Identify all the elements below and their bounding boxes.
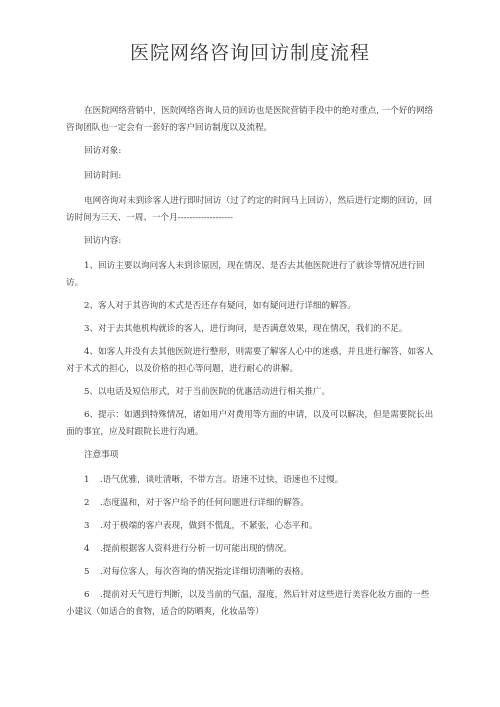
content-item: 2、客人对于其咨询的术式是否还存有疑问，如有疑问进行详细的解答。: [84, 301, 356, 311]
content-item: 6、提示：如遇到特殊情况，诸如用户对费用等方面的申请，以及可以解决，但是需要院长出面的事宜，应及时跟院长进行沟通。: [66, 410, 434, 437]
note-text: .语气优雅，谈吐清晰，不带方言。语速不过快，语速也不过慢。: [100, 475, 344, 485]
notes-label: 注意事项: [84, 450, 119, 460]
note-text: .对每位客人，每次咨询的情况指定详细切清晰的表格。: [100, 567, 309, 577]
content-item: 5、以电话及短信形式，对于当前医院的优惠活动进行相关推广。: [84, 387, 331, 397]
note-item: [66, 472, 434, 489]
note-number: 5: [84, 567, 90, 577]
target-label: 回访对象:: [84, 146, 122, 156]
content-item: 4、如客人并没有去其他医院进行整形，则需要了解客人心中的迷惑，并且进行解答，如客人对于术式的担心，以及价格的担心等问题，进行耐心的讲解。: [66, 347, 434, 374]
note-text: .对于极端的客户表现，做到不慌乱，不紧张，心态平和。: [100, 521, 318, 531]
note-number: 6: [84, 590, 90, 600]
note-item: [66, 587, 434, 621]
note-number: 2: [84, 498, 90, 508]
note-item: [66, 564, 434, 581]
content-item: 1、回访主要以询问客人未到诊原因，现在情况、是否去其他医院进行了就诊等情况进行回访。: [66, 261, 425, 288]
note-text: .提前根据客人资料进行分析一切可能出现的情况。: [100, 544, 292, 554]
note-text: .态度温和，对于客户给予的任何问题进行详细的解答。: [100, 498, 309, 508]
note-number: 3: [84, 521, 90, 531]
time-paragraph: 电网咨询对未到诊客人进行即时回访（过了约定的时间马上回访），然后进行定期的回访，回访时间为三天、一周、一个月-------------------: [66, 196, 433, 223]
document-title: 医院网络咨询回访制度流程: [129, 42, 370, 64]
time-label: 回访时间:: [84, 171, 122, 181]
content-label: 回访内容:: [84, 236, 122, 246]
note-item: [66, 541, 434, 558]
note-item: [66, 518, 434, 535]
note-number: 1: [84, 475, 90, 485]
note-item: [66, 495, 434, 512]
note-text: .提前对天气进行判断，以及当前的气温，湿度，然后针对这些进行美容化妆方面的一些小建议（如适合的食物，适合的防晒爽，化妆品等）: [66, 590, 430, 617]
content-item: 3、对于去其他机构就诊的客人，进行询问，是否满意效果，现在情况，我们的不足。: [84, 324, 408, 334]
note-number: 4: [84, 544, 90, 554]
intro-paragraph: 在医院网络营销中，医院网络咨询人员的回访也是医院营销手段中的绝对重点, 一个好的网络咨询团队也一定会有一套好的客户回访制度以及流程。: [66, 106, 434, 133]
